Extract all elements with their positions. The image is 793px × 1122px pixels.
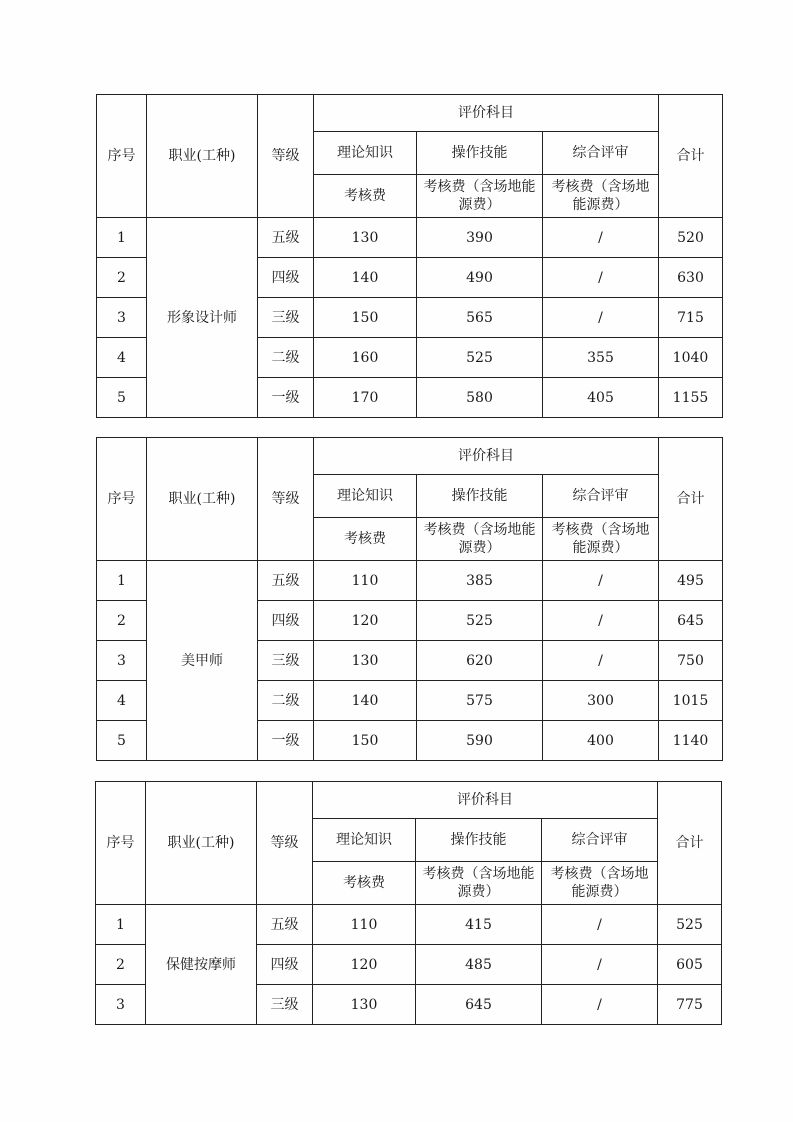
theory-fee-cell: 150 bbox=[314, 298, 417, 338]
skill-fee-cell: 620 bbox=[417, 641, 543, 681]
review-fee-cell: 400 bbox=[543, 721, 659, 761]
skill-fee-cell: 575 bbox=[417, 681, 543, 721]
theory-fee-cell: 140 bbox=[314, 681, 417, 721]
skill-fee-cell: 590 bbox=[417, 721, 543, 761]
header-subjects: 评价科目 bbox=[314, 438, 659, 475]
seq-cell: 2 bbox=[97, 601, 147, 641]
seq-cell: 3 bbox=[96, 985, 146, 1025]
level-cell: 二级 bbox=[258, 338, 314, 378]
header-theory: 理论知识 bbox=[313, 819, 416, 862]
skill-fee-cell: 645 bbox=[416, 985, 542, 1025]
review-fee-cell: / bbox=[542, 985, 658, 1025]
header-theory: 理论知识 bbox=[314, 132, 417, 175]
total-cell: 775 bbox=[658, 985, 722, 1025]
total-cell: 645 bbox=[659, 601, 723, 641]
review-fee-cell: / bbox=[543, 258, 659, 298]
level-cell: 一级 bbox=[258, 721, 314, 761]
total-cell: 750 bbox=[659, 641, 723, 681]
header-skill-fee: 考核费（含场地能源费） bbox=[417, 518, 543, 561]
seq-cell: 1 bbox=[97, 561, 147, 601]
header-subjects: 评价科目 bbox=[313, 782, 658, 819]
total-cell: 1140 bbox=[659, 721, 723, 761]
header-review: 综合评审 bbox=[542, 819, 658, 862]
theory-fee-cell: 120 bbox=[314, 601, 417, 641]
header-row bbox=[97, 95, 723, 132]
header-review-fee: 考核费（含场地能源费） bbox=[543, 175, 659, 218]
review-fee-cell: / bbox=[543, 601, 659, 641]
header-row bbox=[97, 438, 723, 475]
seq-cell: 4 bbox=[97, 681, 147, 721]
level-cell: 四级 bbox=[257, 945, 313, 985]
review-fee-cell: / bbox=[542, 945, 658, 985]
header-theory-fee: 考核费 bbox=[313, 862, 416, 905]
header-review: 综合评审 bbox=[543, 132, 659, 175]
header-skill: 操作技能 bbox=[416, 819, 542, 862]
level-cell: 五级 bbox=[257, 905, 313, 945]
seq-cell: 2 bbox=[96, 945, 146, 985]
theory-fee-cell: 160 bbox=[314, 338, 417, 378]
skill-fee-cell: 415 bbox=[416, 905, 542, 945]
skill-fee-cell: 385 bbox=[417, 561, 543, 601]
theory-fee-cell: 110 bbox=[314, 561, 417, 601]
theory-fee-cell: 130 bbox=[313, 985, 416, 1025]
header-row bbox=[96, 782, 722, 819]
header-seq: 序号 bbox=[96, 782, 146, 905]
header-total: 合计 bbox=[659, 95, 723, 218]
total-cell: 1155 bbox=[659, 378, 723, 418]
header-seq: 序号 bbox=[97, 438, 147, 561]
seq-cell: 5 bbox=[97, 378, 147, 418]
review-fee-cell: / bbox=[543, 218, 659, 258]
review-fee-cell: 355 bbox=[543, 338, 659, 378]
header-theory: 理论知识 bbox=[314, 475, 417, 518]
total-cell: 1015 bbox=[659, 681, 723, 721]
header-seq: 序号 bbox=[97, 95, 147, 218]
skill-fee-cell: 525 bbox=[417, 601, 543, 641]
total-cell: 605 bbox=[658, 945, 722, 985]
total-cell: 525 bbox=[658, 905, 722, 945]
table-row bbox=[96, 905, 722, 945]
occupation-cell: 美甲师 bbox=[147, 561, 258, 761]
theory-fee-cell: 130 bbox=[314, 218, 417, 258]
header-theory-fee: 考核费 bbox=[314, 518, 417, 561]
total-cell: 630 bbox=[659, 258, 723, 298]
skill-fee-cell: 565 bbox=[417, 298, 543, 338]
skill-fee-cell: 485 bbox=[416, 945, 542, 985]
seq-cell: 2 bbox=[97, 258, 147, 298]
review-fee-cell: / bbox=[543, 561, 659, 601]
occupation-cell: 保健按摩师 bbox=[146, 905, 257, 1025]
header-skill-fee: 考核费（含场地能源费） bbox=[417, 175, 543, 218]
header-theory-fee: 考核费 bbox=[314, 175, 417, 218]
seq-cell: 3 bbox=[97, 298, 147, 338]
skill-fee-cell: 490 bbox=[417, 258, 543, 298]
theory-fee-cell: 140 bbox=[314, 258, 417, 298]
header-occupation: 职业(工种) bbox=[147, 438, 258, 561]
fee-table-image-designer bbox=[96, 94, 723, 418]
seq-cell: 5 bbox=[97, 721, 147, 761]
header-subjects: 评价科目 bbox=[314, 95, 659, 132]
seq-cell: 1 bbox=[96, 905, 146, 945]
level-cell: 四级 bbox=[258, 258, 314, 298]
table-row bbox=[97, 218, 723, 258]
header-review-fee: 考核费（含场地能源费） bbox=[543, 518, 659, 561]
theory-fee-cell: 170 bbox=[314, 378, 417, 418]
theory-fee-cell: 150 bbox=[314, 721, 417, 761]
total-cell: 520 bbox=[659, 218, 723, 258]
fee-table-health-massage bbox=[95, 781, 722, 1025]
review-fee-cell: / bbox=[543, 298, 659, 338]
level-cell: 三级 bbox=[258, 641, 314, 681]
theory-fee-cell: 120 bbox=[313, 945, 416, 985]
seq-cell: 4 bbox=[97, 338, 147, 378]
seq-cell: 3 bbox=[97, 641, 147, 681]
seq-cell: 1 bbox=[97, 218, 147, 258]
total-cell: 495 bbox=[659, 561, 723, 601]
level-cell: 三级 bbox=[257, 985, 313, 1025]
occupation-cell: 形象设计师 bbox=[147, 218, 258, 418]
level-cell: 三级 bbox=[258, 298, 314, 338]
theory-fee-cell: 130 bbox=[314, 641, 417, 681]
header-skill: 操作技能 bbox=[417, 132, 543, 175]
header-level: 等级 bbox=[257, 782, 313, 905]
skill-fee-cell: 390 bbox=[417, 218, 543, 258]
header-review: 综合评审 bbox=[543, 475, 659, 518]
level-cell: 五级 bbox=[258, 218, 314, 258]
header-total: 合计 bbox=[659, 438, 723, 561]
review-fee-cell: 405 bbox=[543, 378, 659, 418]
header-skill: 操作技能 bbox=[417, 475, 543, 518]
table-row bbox=[97, 561, 723, 601]
theory-fee-cell: 110 bbox=[313, 905, 416, 945]
review-fee-cell: / bbox=[542, 905, 658, 945]
total-cell: 1040 bbox=[659, 338, 723, 378]
header-total: 合计 bbox=[658, 782, 722, 905]
header-occupation: 职业(工种) bbox=[147, 95, 258, 218]
level-cell: 四级 bbox=[258, 601, 314, 641]
header-level: 等级 bbox=[258, 95, 314, 218]
review-fee-cell: 300 bbox=[543, 681, 659, 721]
level-cell: 五级 bbox=[258, 561, 314, 601]
fee-table-nail-technician bbox=[96, 437, 723, 761]
skill-fee-cell: 580 bbox=[417, 378, 543, 418]
header-occupation: 职业(工种) bbox=[146, 782, 257, 905]
header-skill-fee: 考核费（含场地能源费） bbox=[416, 862, 542, 905]
level-cell: 二级 bbox=[258, 681, 314, 721]
total-cell: 715 bbox=[659, 298, 723, 338]
header-review-fee: 考核费（含场地能源费） bbox=[542, 862, 658, 905]
review-fee-cell: / bbox=[543, 641, 659, 681]
header-level: 等级 bbox=[258, 438, 314, 561]
skill-fee-cell: 525 bbox=[417, 338, 543, 378]
level-cell: 一级 bbox=[258, 378, 314, 418]
